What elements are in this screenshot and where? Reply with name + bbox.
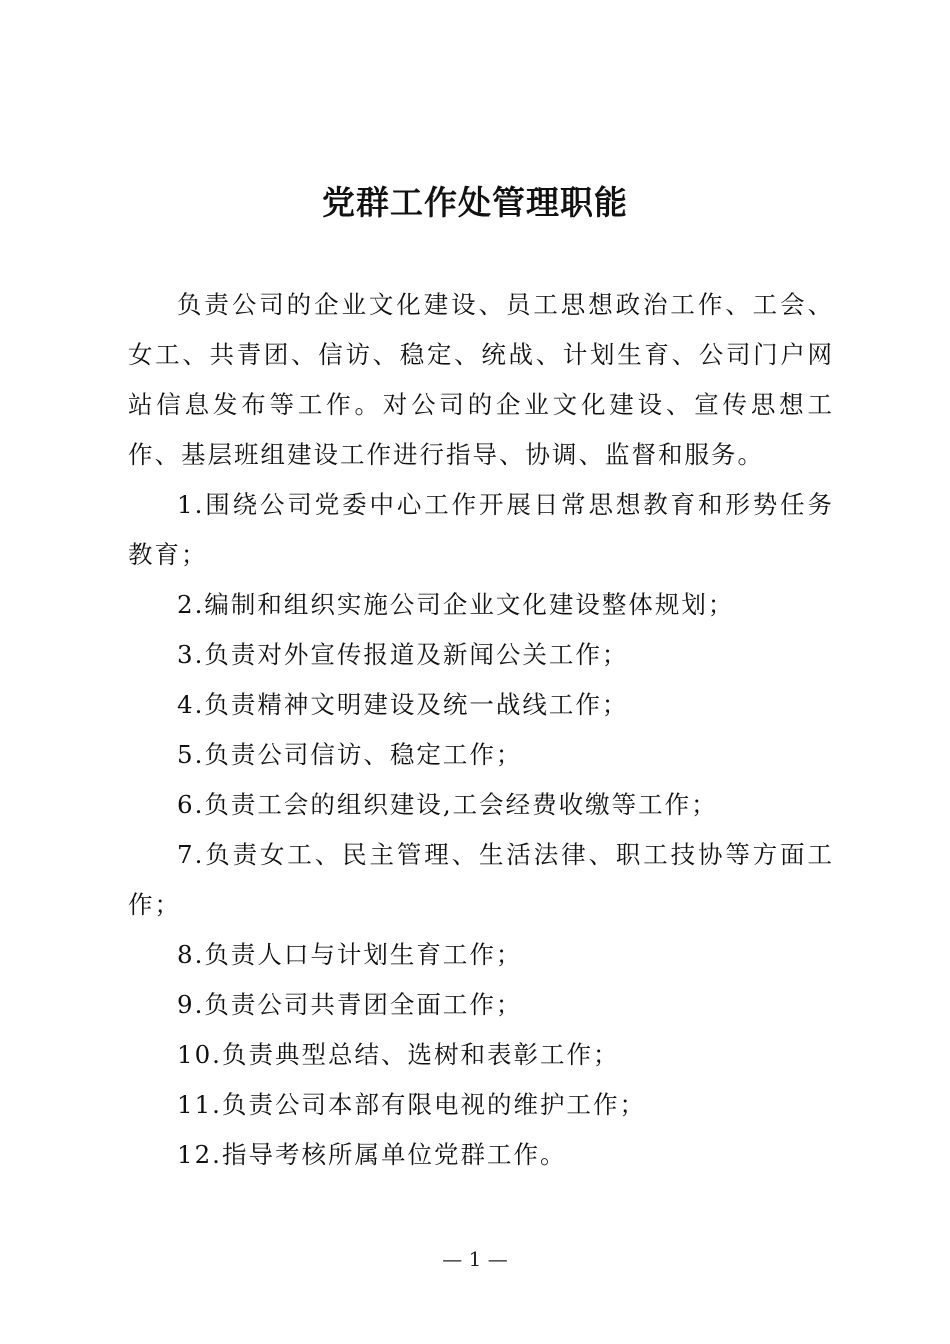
duty-item-6: 6.负责工会的组织建设,工会经费收缴等工作； xyxy=(177,790,718,819)
duty-item-10: 10.负责典型总结、选树和表彰工作； xyxy=(177,1040,620,1069)
intro-paragraph: 负责公司的企业文化建设、员工思想政治工作、工会、女工、共青团、信访、稳定、统战、计划生育、公司门户网站信息发布等工作。对公司的企业文化建设、宣传思想工作、基层班组建设工作进行指导、协调、监督和服务。 xyxy=(128,290,834,469)
duty-item-7: 7.负责女工、民主管理、生活法律、职工技协等方面工作； xyxy=(128,840,834,919)
duty-item-3: 3.负责对外宣传报道及新闻公关工作； xyxy=(177,640,629,669)
duty-item-1: 1.围绕公司党委中心工作开展日常思想教育和形势任务教育； xyxy=(128,490,834,569)
document-title: 党群工作处管理职能 xyxy=(322,183,628,222)
duty-item-12: 12.指导考核所属单位党群工作。 xyxy=(177,1140,567,1169)
duty-item-5: 5.负责公司信访、稳定工作； xyxy=(177,740,523,769)
duty-item-9: 9.负责公司共青团全面工作； xyxy=(177,990,523,1019)
page-number: — 1 — xyxy=(442,1247,508,1271)
document-body xyxy=(128,280,834,1180)
duty-item-4: 4.负责精神文明建设及统一战线工作； xyxy=(177,690,629,719)
duty-item-2: 2.编制和组织实施公司企业文化建设整体规划； xyxy=(177,590,735,619)
duty-item-11: 11.负责公司本部有限电视的维护工作； xyxy=(177,1090,646,1119)
duty-item-8: 8.负责人口与计划生育工作； xyxy=(177,940,523,969)
